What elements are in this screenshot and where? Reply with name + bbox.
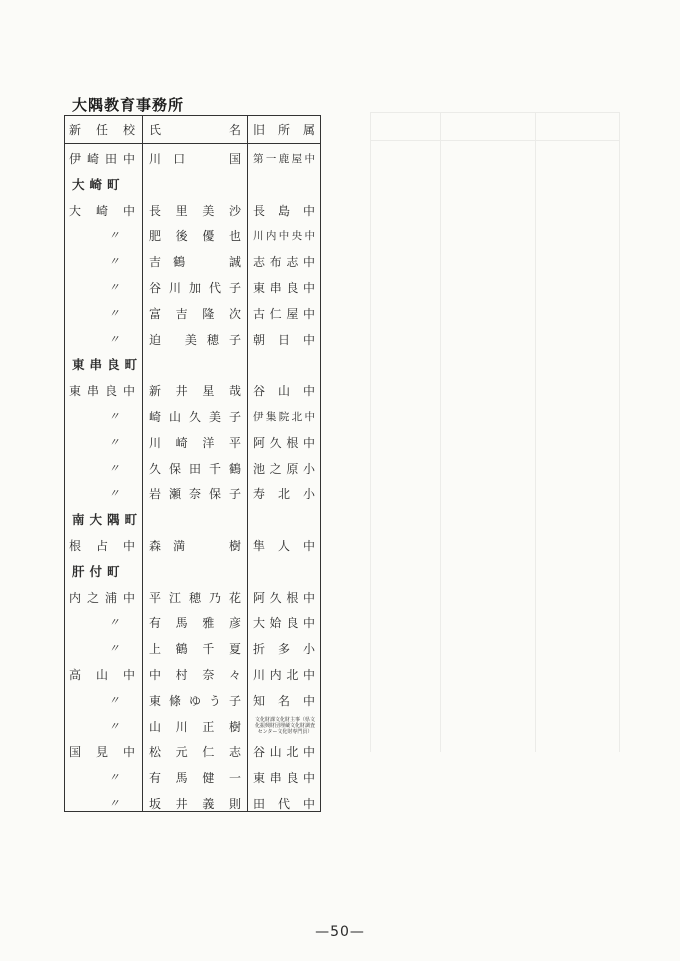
town-name: 南大隅町 xyxy=(72,512,143,528)
new-school: 〃 xyxy=(108,435,120,449)
previous-post: 東 串 良 中 xyxy=(253,771,315,786)
town-name: 大崎町 xyxy=(72,176,125,192)
teacher-name: 松 元 仁 志 xyxy=(149,745,241,760)
previous-post: 志 布 志 中 xyxy=(253,255,315,270)
previous-post: 谷 山 中 xyxy=(253,384,315,399)
header-previous-post: 旧 所 属 xyxy=(253,123,315,137)
previous-post: 知 名 中 xyxy=(253,693,315,708)
table-row xyxy=(65,430,320,456)
page-number: —50— xyxy=(315,924,365,940)
town-heading-row xyxy=(65,352,320,378)
previous-post: 川 内 中 央 中 xyxy=(253,230,315,243)
previous-post: 大 姶 良 中 xyxy=(253,616,315,631)
previous-post: 朝 日 中 xyxy=(253,332,315,347)
new-school: 〃 xyxy=(108,642,120,656)
new-school: 〃 xyxy=(108,771,120,785)
previous-post: 第 一 鹿 屋 中 xyxy=(253,153,315,165)
new-school: 高 山 中 xyxy=(69,668,135,682)
teacher-name: 川 崎 洋 平 xyxy=(149,435,241,450)
town-heading-row xyxy=(65,559,320,585)
previous-post: 東 串 良 中 xyxy=(253,281,315,295)
new-school: 〃 xyxy=(108,255,120,269)
teacher-name: 森 満 樹 xyxy=(149,539,241,553)
table-row xyxy=(65,739,320,765)
table-row xyxy=(65,198,320,224)
teacher-name: 中 村 奈 々 xyxy=(149,668,241,682)
teacher-name: 上 鶴 千 夏 xyxy=(149,642,241,657)
teacher-name: 平 江 穂 乃 花 xyxy=(149,590,241,605)
teacher-name: 坂 井 義 則 xyxy=(149,797,241,811)
table-row xyxy=(65,791,320,817)
personnel-table xyxy=(64,115,321,812)
new-school: 〃 xyxy=(108,616,120,630)
new-school: 〃 xyxy=(108,487,120,501)
new-school: 〃 xyxy=(108,693,120,707)
previous-post: 隼 人 中 xyxy=(253,539,315,553)
teacher-name: 新 井 星 哉 xyxy=(149,384,241,399)
table-row xyxy=(65,327,320,353)
teacher-name: 肥 後 優 也 xyxy=(149,229,241,244)
table-row xyxy=(65,662,320,688)
table-row xyxy=(65,223,320,249)
table-row xyxy=(65,636,320,662)
teacher-name: 有 馬 健 一 xyxy=(149,771,241,786)
town-name: 肝付町 xyxy=(72,563,125,579)
previous-post: 田 代 中 xyxy=(253,797,315,811)
previous-post: 谷 山 北 中 xyxy=(253,745,315,760)
header-new-school: 新 任 校 xyxy=(69,123,135,137)
teacher-name: 吉 鶴 誠 xyxy=(149,255,241,270)
table-row xyxy=(65,610,320,636)
table-row xyxy=(65,714,320,740)
table-row xyxy=(65,146,320,172)
teacher-name: 富 吉 隆 次 xyxy=(149,306,241,321)
new-school: 〃 xyxy=(108,332,120,346)
table-row xyxy=(65,275,320,301)
previous-post: 長 島 中 xyxy=(253,203,315,218)
table-row xyxy=(65,404,320,430)
teacher-name: 東 條 ゆ う 子 xyxy=(149,693,241,708)
table-row xyxy=(65,249,320,275)
town-heading-row xyxy=(65,172,320,198)
new-school: 〃 xyxy=(108,281,120,294)
new-school: 〃 xyxy=(108,229,120,243)
table-row xyxy=(65,533,320,559)
previous-post: 阿 久 根 中 xyxy=(253,435,315,450)
new-school: 東 串 良 中 xyxy=(69,384,135,399)
teacher-name: 川 口 国 xyxy=(149,152,241,166)
previous-post: 池 之 原 小 xyxy=(253,461,315,476)
table-row xyxy=(65,481,320,507)
previous-post: 川 内 北 中 xyxy=(253,668,315,682)
new-school: 〃 xyxy=(108,719,120,733)
teacher-name: 谷 川 加 代 子 xyxy=(149,281,241,295)
header-divider xyxy=(65,143,320,144)
teacher-name: 岩 瀬 奈 保 子 xyxy=(149,487,241,502)
table-header xyxy=(65,117,320,143)
teacher-name: 有 馬 雅 彦 xyxy=(149,616,241,631)
new-school: 〃 xyxy=(108,410,120,423)
new-school: 国 見 中 xyxy=(69,745,135,760)
table-row xyxy=(65,585,320,611)
teacher-name: 久 保 田 千 鶴 xyxy=(149,461,241,476)
previous-post: 伊 集 院 北 中 xyxy=(253,411,315,423)
new-school: 根 占 中 xyxy=(69,539,135,553)
previous-post: 古 仁 屋 中 xyxy=(253,306,315,321)
town-name: 東串良町 xyxy=(72,357,143,373)
teacher-name: 山 川 正 樹 xyxy=(149,719,241,734)
table-row xyxy=(65,456,320,482)
new-school: 内 之 浦 中 xyxy=(69,590,135,605)
table-row xyxy=(65,301,320,327)
new-school: 〃 xyxy=(108,797,120,810)
new-school: 大 崎 中 xyxy=(69,203,135,218)
teacher-name: 崎 山 久 美 子 xyxy=(149,410,241,424)
previous-post: 阿 久 根 中 xyxy=(253,590,315,605)
table-row xyxy=(65,378,320,404)
new-school: 〃 xyxy=(108,306,120,320)
header-name: 氏 名 xyxy=(149,123,241,137)
previous-post: 寿 北 小 xyxy=(253,487,315,502)
new-school: 伊 崎 田 中 xyxy=(69,152,135,166)
office-title: 大隅教育事務所 xyxy=(72,96,185,114)
town-heading-row xyxy=(65,507,320,533)
teacher-name: 迫 美 穂 子 xyxy=(149,332,241,347)
previous-post: 文化財課文化財主事（県文化振興財団埋蔵文化財調査センター文化財専門員） xyxy=(254,716,315,735)
table-row xyxy=(65,688,320,714)
table-row xyxy=(65,765,320,791)
teacher-name: 長 里 美 沙 xyxy=(149,203,241,218)
new-school: 〃 xyxy=(108,461,120,475)
previous-post: 折 多 小 xyxy=(253,642,315,657)
reverse-page-show-through xyxy=(360,60,620,750)
